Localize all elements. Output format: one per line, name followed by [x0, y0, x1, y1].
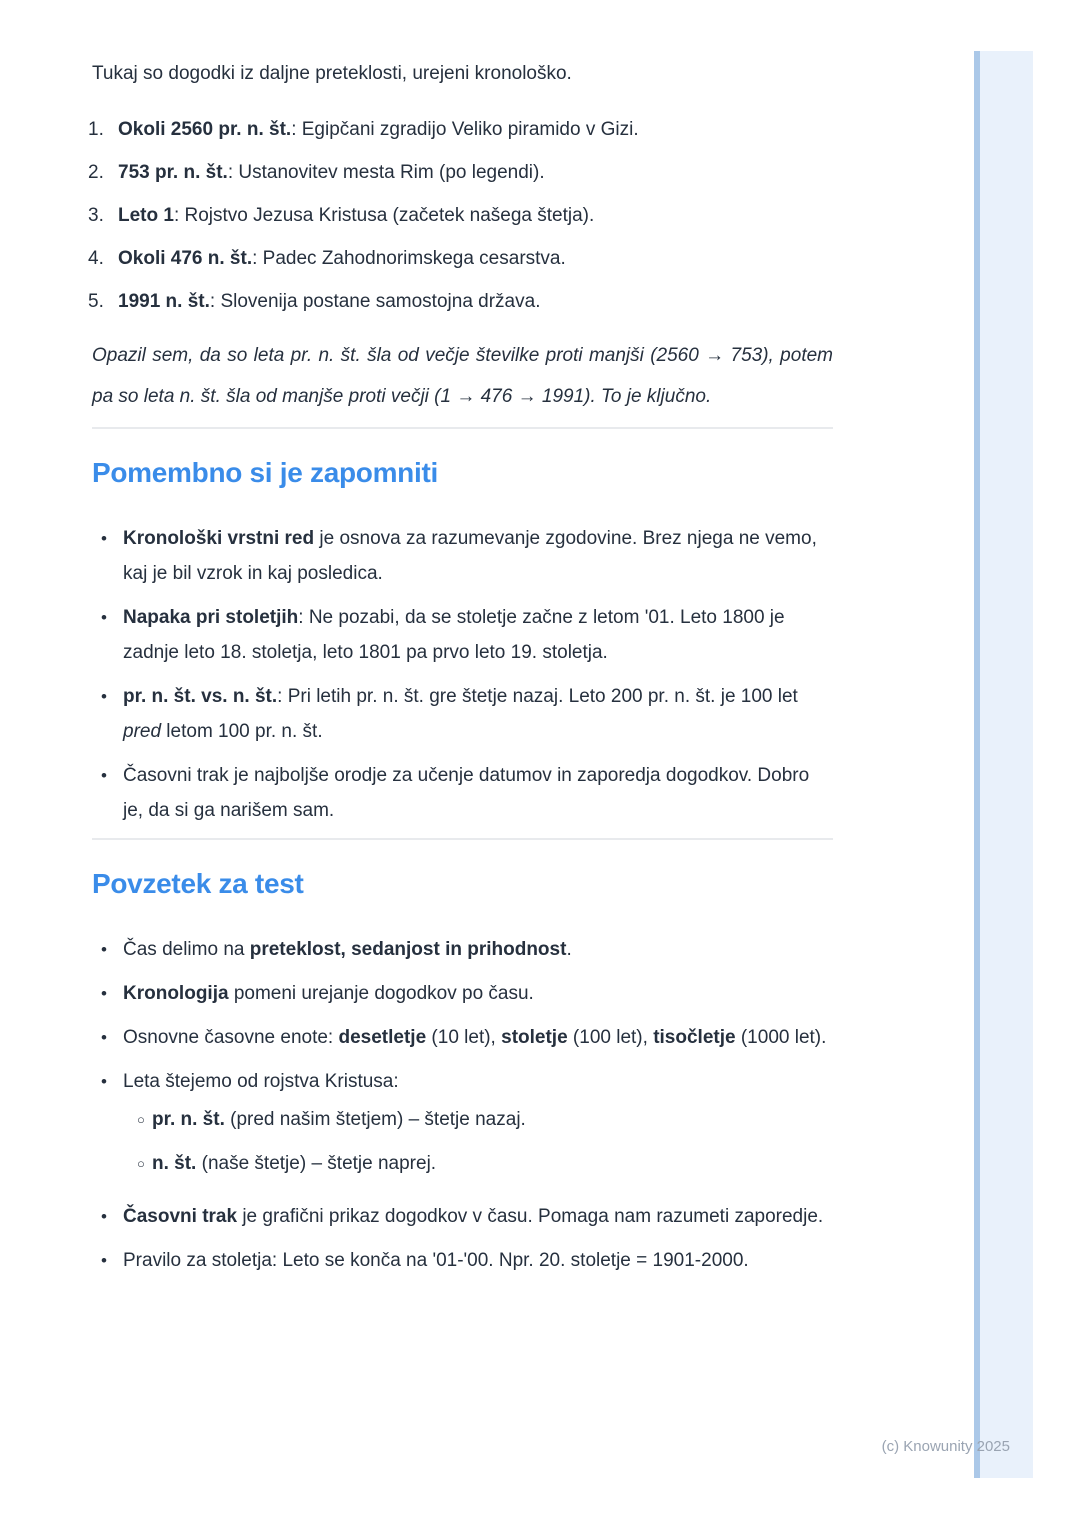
text-segment: : Slovenija postane samostojna država.	[209, 291, 541, 312]
intro-paragraph: Tukaj so dogodki iz daljne preteklosti, urejeni kronološko.	[92, 63, 572, 84]
text-segment: (100 let),	[567, 1027, 654, 1048]
bullet-item	[92, 758, 833, 828]
sub-bullet-item	[123, 1102, 833, 1137]
text-segment: Leto 1	[118, 205, 174, 226]
text-segment: Kronologija	[123, 983, 229, 1004]
section-divider-1	[92, 427, 833, 429]
list-item-text	[123, 1243, 833, 1278]
text-segment: 753 pr. n. št.	[118, 162, 228, 183]
text-segment: Čas delimo na	[123, 939, 250, 960]
text-segment: Časovni trak	[123, 1206, 238, 1227]
bullet-item	[92, 932, 833, 967]
copyright-footer: (c) Knowunity 2025	[881, 1438, 1010, 1455]
text-segment: : Ustanovitev mesta Rim (po legendi).	[227, 162, 545, 183]
text-segment: (10 let),	[426, 1027, 502, 1048]
text-segment: stoletje	[501, 1027, 568, 1048]
page-edge-accent-bar	[974, 51, 1033, 1478]
list-item-text	[118, 198, 837, 233]
bullet-item	[92, 521, 833, 591]
bullet-icon: •	[101, 984, 107, 1003]
bullet-item	[92, 600, 833, 670]
bullet-icon: •	[101, 529, 107, 548]
text-segment: preteklost, sedanjost in prihodnost	[249, 939, 567, 960]
bullet-icon: •	[101, 940, 107, 959]
sub-bullet-icon: ○	[137, 1156, 145, 1171]
bullet-item	[92, 976, 833, 1011]
chronology-list	[88, 112, 837, 319]
list-item-text	[118, 155, 837, 190]
test-summary-list	[92, 932, 833, 1278]
event-item	[88, 112, 837, 147]
bullet-icon: •	[101, 1028, 107, 1047]
text-segment: (1000 let).	[735, 1027, 827, 1048]
item-number: 4.	[88, 248, 104, 269]
text-segment: pomeni urejanje dogodkov po času.	[228, 983, 534, 1004]
list-item-text	[123, 600, 833, 670]
list-item-text	[118, 241, 837, 276]
bullet-icon: •	[101, 687, 107, 706]
text-segment: Okoli 2560 pr. n. št.	[118, 119, 292, 140]
text-segment: tisočletje	[653, 1027, 736, 1048]
text-segment: (naše štetje) – štetje naprej.	[196, 1153, 437, 1174]
text-segment: Napaka pri stoletjih	[123, 607, 299, 628]
list-item-text	[123, 758, 833, 828]
bullet-item	[92, 1243, 833, 1278]
text-segment: je grafični prikaz dogodkov v času. Pomaga nam razumeti zaporedje.	[237, 1206, 824, 1227]
list-item-text	[152, 1146, 833, 1181]
text-segment: Časovni trak je najboljše orodje za učenje datumov in zaporedja dogodkov. Dobro je, da si ga narišem sam.	[123, 765, 810, 821]
text-segment: Leta štejemo od rojstva Kristusa:	[123, 1071, 399, 1092]
bullet-icon: •	[101, 766, 107, 785]
list-item-text	[123, 521, 833, 591]
text-segment: : Padec Zahodnorimskega cesarstva.	[252, 248, 566, 269]
bullet-icon: •	[101, 1072, 107, 1091]
text-segment: n. št.	[152, 1153, 197, 1174]
document-content	[88, 56, 833, 1287]
text-segment: Kronološki vrstni red	[123, 528, 315, 549]
bullet-item	[92, 1199, 833, 1234]
list-item-text	[123, 1199, 833, 1234]
item-number: 5.	[88, 291, 104, 312]
event-item	[88, 284, 837, 319]
important-points-list	[92, 521, 833, 828]
text-segment: 1991 n. št.	[118, 291, 210, 312]
list-item-text	[123, 1064, 833, 1190]
bullet-item	[92, 679, 833, 749]
sub-bullet-list	[123, 1102, 833, 1181]
list-item-text	[118, 112, 837, 147]
sub-bullet-item	[123, 1146, 833, 1181]
item-number: 1.	[88, 119, 104, 140]
event-item	[88, 198, 837, 233]
text-segment: : Rojstvo Jezusa Kristusa (začetek našega štetja).	[173, 205, 595, 226]
item-number: 3.	[88, 205, 104, 226]
text-segment: desetletje	[338, 1027, 427, 1048]
section-title-summary: Povzetek za test	[92, 868, 304, 899]
text-segment: Pravilo za stoletja: Leto se konča na '01-'00. Npr. 20. stoletje = 1901-2000.	[123, 1250, 749, 1271]
section-title-important: Pomembno si je zapomniti	[92, 457, 438, 488]
text-segment: (pred našim štetjem) – štetje nazaj.	[224, 1109, 526, 1130]
bullet-icon: •	[101, 1207, 107, 1226]
list-item-text	[152, 1102, 833, 1137]
bullet-item	[92, 1064, 833, 1190]
list-item-text	[123, 679, 833, 749]
bullet-icon: •	[101, 1251, 107, 1270]
list-item-text	[123, 932, 833, 967]
sub-bullet-icon: ○	[137, 1112, 145, 1127]
text-segment: : Egipčani zgradijo Veliko piramido v Gizi.	[291, 119, 639, 140]
text-segment: Okoli 476 n. št.	[118, 248, 253, 269]
list-item-text	[123, 1020, 833, 1055]
text-segment: pr. n. št.	[152, 1109, 225, 1130]
text-segment: : Pri letih pr. n. št. gre štetje nazaj. Leto 200 pr. n. št. je 100 let	[277, 686, 798, 707]
event-item	[88, 241, 837, 276]
text-segment: letom 100 pr. n. št.	[161, 721, 323, 742]
text-segment: je osnova za razumevanje zgodovine. Brez njega ne vemo, kaj je bil vzrok in kaj posledica.	[123, 528, 817, 584]
item-number: 2.	[88, 162, 104, 183]
text-segment: pred	[123, 721, 162, 742]
text-segment: .	[566, 939, 572, 960]
section-divider-2	[92, 838, 833, 840]
observation-note: Opazil sem, da so leta pr. n. št. šla od večje številke proti manjši (2560 → 753), potem pa so leta n. št. šla od manjše proti večji (1 → 476 → 1991). To je ključno.	[92, 345, 833, 407]
text-segment: pr. n. št. vs. n. št.	[123, 686, 278, 707]
text-segment: Osnovne časovne enote:	[123, 1027, 339, 1048]
list-item-text	[118, 284, 837, 319]
text-segment: : Ne pozabi, da se stoletje začne z letom '01. Leto 1800 je zadnje leto 18. stoletja, leto 1801 pa prvo leto 19. stoletja.	[123, 607, 785, 663]
list-item-text	[123, 976, 833, 1011]
event-item	[88, 155, 837, 190]
bullet-icon: •	[101, 608, 107, 627]
bullet-item	[92, 1020, 833, 1055]
